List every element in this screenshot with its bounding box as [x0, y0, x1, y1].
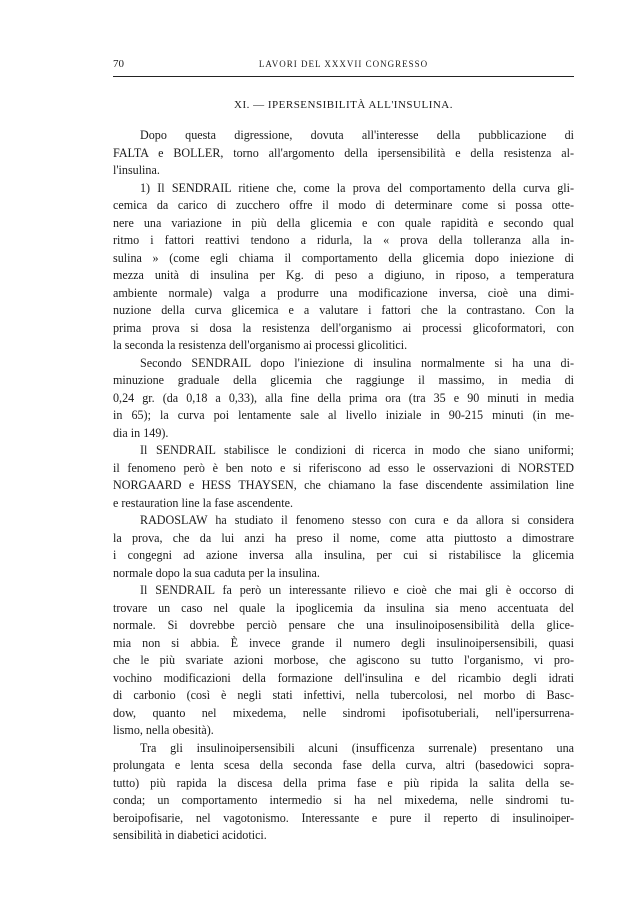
- text-line: i congegni ad azione inversa alla insulina, per cui si ristabilisce la glicemia: [113, 548, 574, 562]
- text-line: minuzione graduale della glicemia che raggiunge il massimo, in media di: [113, 373, 574, 387]
- text-line: la prova, che da lui anzi ha preso il nome, come atta piuttosto a dimostrare: [113, 530, 574, 545]
- text-line: NORGAARD e HESS THAYSEN, che chiamano la fase discendente assimilation line: [113, 478, 574, 492]
- text-line: sulina » (come egli chiama il comportamento della glicemia dopo iniezione di: [113, 250, 574, 265]
- text-line: sensibilità in diabetici acidotici.: [113, 828, 267, 842]
- text-line: nuzione della curva glicemica e a valutare i fattori che la contrastano. Con la: [113, 303, 574, 317]
- body-text: [113, 127, 574, 845]
- text-line: mia non si abbia. È invece grande il numero degli insulinoipersensibili, quasi: [113, 635, 574, 650]
- text-line: ambiente normale) valga a produrre una modificazione inversa, cioè una dimi-: [113, 285, 574, 300]
- text-line: di carbonio (così è negli stati infettivi, nella tubercolosi, nel morbo di Basc-: [113, 688, 574, 702]
- header-rule: [113, 76, 574, 77]
- page-number: 70: [113, 58, 124, 70]
- text-line: lismo, nella obesità).: [113, 723, 214, 737]
- text-line: 0,24 gr. (da 0,18 a 0,33), alla fine della prima ora (tra 35 e 90 minuti in media: [113, 390, 574, 405]
- text-line: 1) Il SENDRAIL ritiene che, come la prova del comportamento della curva gli-: [140, 180, 574, 195]
- text-line: dia in 149).: [113, 425, 169, 440]
- text-line: nere una variazione in più della glicemia e con quale rapidità e secondo qual: [113, 215, 574, 230]
- text-line: prima prova si dosa la resistenza dell'organismo ai processi glicoformatori, con: [113, 320, 574, 335]
- text-line: mezza unità di insulina per Kg. di peso a digiuno, in riposo, a temperatura: [113, 268, 574, 282]
- text-line: FALTA e BOLLER, torno all'argomento della ipersensibilità e della resistenza al-: [113, 145, 574, 160]
- text-line: dow, quanto nel mixedema, nelle sindromi ipofisotuberiali, nell'ipersurrena-: [113, 705, 574, 720]
- text-line: Il SENDRAIL fa però un interessante rilievo e cioè che mai gli è occorso di: [140, 583, 574, 597]
- text-line: Dopo questa digressione, dovuta all'interesse della pubblicazione di: [140, 128, 574, 142]
- text-line: l'insulina.: [113, 163, 160, 177]
- text-line: in 65); la curva poi lentamente sale al livello iniziale in 90-215 minuti (in me-: [113, 408, 574, 422]
- text-line: Il SENDRAIL stabilisce le condizioni di ricerca in modo che siano uniformi;: [140, 443, 574, 457]
- text-line: ritmo i fattori reattivi tendono a ridurla, la « prova della tolleranza alla in-: [113, 233, 574, 247]
- text-line: la seconda la resistenza dell'organismo ai processi glicolitici.: [113, 338, 408, 352]
- text-line: prolungata e lenta scesa della seconda fase della curva, altri (basedowici sopra-: [113, 758, 574, 772]
- text-line: cemica da carico di zucchero offre il modo di determinare come si possa otte-: [113, 198, 574, 212]
- text-line: che le più svariate azioni morbose, che agiscono su tutto l'organismo, vi pro-: [113, 653, 574, 667]
- section-title: XI. — IPERSENSIBILITÀ ALL'INSULINA.: [234, 99, 453, 111]
- text-line: beroipofisarie, nel vagotonismo. Interessante e pure il reperto di insulinoiper-: [113, 810, 574, 825]
- text-line: tutto) più rapida la discesa della prima fase e più ripida la salita della se-: [113, 775, 574, 790]
- text-line: trovare un caso nel quale la ipoglicemia da insulina sia meno accentuata del: [113, 600, 574, 615]
- text-line: Tra gli insulinoipersensibili alcuni (insufficenza surrenale) presentano una: [140, 740, 574, 755]
- running-title: LAVORI DEL XXXVII CONGRESSO: [258, 59, 429, 69]
- text-line: normale. Si dovrebbe perciò pensare che una insulinoiposensibilità della glice-: [113, 618, 574, 632]
- text-line: vochino modificazioni della formazione dell'insulina e del ricambio degli idrati: [113, 670, 574, 685]
- text-line: RADOSLAW ha studiato il fenomeno stesso con cura e da allora si considera: [140, 513, 574, 527]
- text-line: normale dopo la sua caduta per la insulina.: [113, 565, 320, 580]
- text-line: e restauration line la fase ascendente.: [113, 495, 293, 510]
- text-line: Secondo SENDRAIL dopo l'iniezione di insulina normalmente si ha una di-: [140, 355, 574, 370]
- running-header: [113, 58, 574, 76]
- text-line: conda; un comportamento intermedio si ha nel mixedema, nelle sindromi tu-: [113, 793, 574, 807]
- text-line: il fenomeno però è ben noto e si riferiscono ad esso le osservazioni di NORSTED: [113, 460, 574, 475]
